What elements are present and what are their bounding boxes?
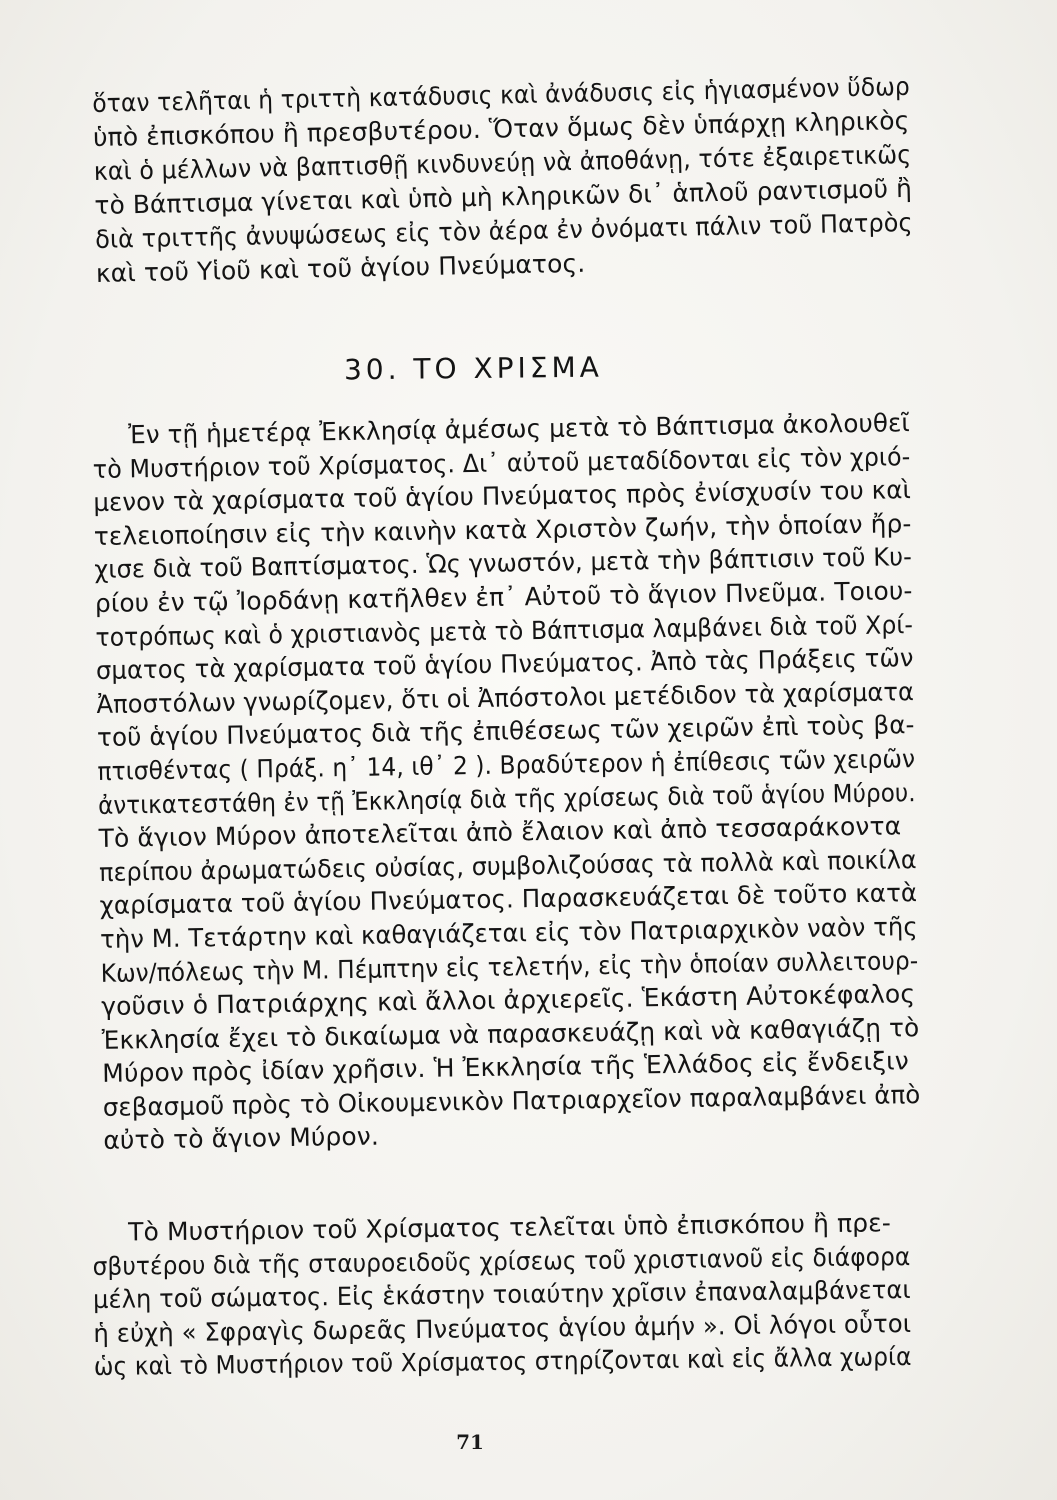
text-line: Τὸ Μυστήριον τοῦ Χρίσματος τελεῖται ὑπὸ ἐπισκόπου ἢ πρε- <box>128 1208 892 1247</box>
text-line: Κων/πόλεως τὴν Μ. Πέμπτην εἰς τελετήν, εἰς τὴν ὁποίαν συλλειτουρ- <box>100 945 919 988</box>
text-line: ὅταν τελῆται ἡ τριττὴ κατάδυσις καὶ ἀνάδυσις εἰς ἡγιασμένον ὕδωρ <box>92 71 911 118</box>
text-line: αὐτὸ τὸ ἅγιον Μύρον. <box>103 1122 380 1156</box>
text-line: τὸ Μυστήριον τοῦ Χρίσματος. Δι᾽ αὐτοῦ μεταδίδονται εἰς τὸν χριό- <box>92 441 911 484</box>
text-line: χαρίσματα τοῦ ἁγίου Πνεύματος. Παρασκευάζεται δὲ τοῦτο κατὰ <box>99 878 918 921</box>
text-line: ἡ εὐχὴ « Σφραγὶς δωρεᾶς Πνεύματος ἁγίου ἀμήν ». Οἱ λόγοι οὗτοι <box>93 1308 912 1348</box>
text-line: τοῦ ἁγίου Πνεύματος διὰ τῆς ἐπιθέσεως τῶν χειρῶν ἐπὶ τοὺς βα- <box>96 710 915 753</box>
text-line: ὡς καὶ τὸ Μυστήριον τοῦ Χρίσματος στηρίζονται καὶ εἰς ἄλλα χωρία <box>93 1342 912 1382</box>
text-line: ὑπὸ ἐπισκόπου ἢ πρεσβυτέρου. Ὅταν ὅμως δὲν ὑπάρχῃ κληρικὸς <box>92 105 910 152</box>
text-line: σματος τὰ χαρίσματα τοῦ ἁγίου Πνεύματος. Ἀπὸ τὰς Πράξεις τῶν <box>95 643 914 686</box>
text-line: περίπου ἀρωματώδεις οὐσίας, συμβολιζούσας τὰ πολλὰ καὶ ποικίλα <box>98 844 917 887</box>
text-line: τὸ Βάπτισμα γίνεται καὶ ὑπὸ μὴ κληρικῶν δι᾽ ἁπλοῦ ραντισμοῦ ἢ <box>94 173 913 220</box>
text-line: καὶ ὁ μέλλων νὰ βαπτισθῇ κινδυνεύῃ νὰ ἀποθάνῃ, τότε ἐξαιρετικῶς <box>93 139 912 186</box>
paragraph-chrism-rite <box>92 1206 912 1384</box>
text-line: Ἐκκλησία ἔχει τὸ δικαίωμα νὰ παρασκευάζῃ καὶ νὰ καθαγιάζῃ τὸ <box>101 1012 920 1055</box>
text-line: καὶ τοῦ Υἱοῦ καὶ τοῦ ἁγίου Πνεύματος. <box>95 248 586 288</box>
text-line: Τὸ ἅγιον Μύρον ἀποτελεῖται ἀπὸ ἔλαιον καὶ ἀπὸ τεσσαράκοντα <box>98 811 902 854</box>
page-number: 71 <box>456 1430 484 1454</box>
text-line: σεβασμοῦ πρὸς τὸ Οἰκουμενικὸν Πατριαρχεῖον παραλαμβάνει ἀπὸ <box>102 1079 921 1122</box>
text-line: γοῦσιν ὁ Πατριάρχης καὶ ἄλλοι ἀρχιερεῖς. Ἑκάστη Αὐτοκέφαλος <box>101 979 916 1022</box>
text-line: Ἐν τῇ ἡμετέρᾳ Ἐκκλησίᾳ ἀμέσως μετὰ τὸ Βάπτισμα ἀκολουθεῖ <box>128 408 911 450</box>
text-line: Μύρον πρὸς ἰδίαν χρῆσιν. Ἡ Ἐκκλησία τῆς Ἑλλάδος εἰς ἔνδειξιν <box>102 1046 910 1089</box>
paragraph-chrism <box>92 406 922 1158</box>
text-line: τὴν Μ. Τετάρτην καὶ καθαγιάζεται εἰς τὸν Πατριαρχικὸν ναὸν τῆς <box>99 912 918 954</box>
text-line: τοτρόπως καὶ ὁ χριστιανὸς μετὰ τὸ Βάπτισμα λαμβάνει διὰ τοῦ Χρί- <box>95 609 914 652</box>
text-line: μενον τὰ χαρίσματα τοῦ ἁγίου Πνεύματος πρὸς ἐνίσχυσίν του καὶ <box>93 475 912 518</box>
text-line: Ἀποστόλων γνωρίζομεν, ὅτι οἱ Ἀπόστολοι μετέδιδον τὰ χαρίσματα <box>96 676 915 719</box>
text-line: μέλη τοῦ σώματος. Εἰς ἑκάστην τοιαύτην χρῖσιν ἐπαναλαμβάνεται <box>92 1275 911 1315</box>
text-line: τελειοποίησιν εἰς τὴν καινὴν κατὰ Χριστὸν ζωήν, τὴν ὁποίαν ἤρ- <box>93 508 912 551</box>
text-line: σβυτέρου διὰ τῆς σταυροειδοῦς χρίσεως τοῦ χριστιανοῦ εἰς διάφορα <box>92 1241 911 1281</box>
text-line: ρίου ἐν τῷ Ἰορδάνῃ κατῆλθεν ἐπ᾽ Αὐτοῦ τὸ ἅγιον Πνεῦμα. Τοιου- <box>94 576 913 618</box>
text-line: πτισθέντας ( Πράξ. η᾽ 14, ιθ᾽ 2 ). Βραδύτερον ἡ ἐπίθεσις τῶν χειρῶν <box>97 744 916 786</box>
paragraph-baptism-end <box>92 70 914 291</box>
text-line: διὰ τριττῆς ἀνυψώσεως εἰς τὸν ἀέρα ἐν ὀνόματι πάλιν τοῦ Πατρὸς <box>94 207 913 254</box>
section-heading: 30. ΤΟ ΧΡΙΣΜΑ <box>343 350 603 387</box>
text-line: χισε διὰ τοῦ Βαπτίσματος. Ὡς γνωστόν, μετὰ τὴν βάπτισιν τοῦ Κυ- <box>94 542 913 585</box>
text-line: ἀντικατεστάθη ἐν τῇ Ἐκκλησίᾳ διὰ τῆς χρίσεως διὰ τοῦ ἁγίου Μύρου. <box>97 777 916 820</box>
